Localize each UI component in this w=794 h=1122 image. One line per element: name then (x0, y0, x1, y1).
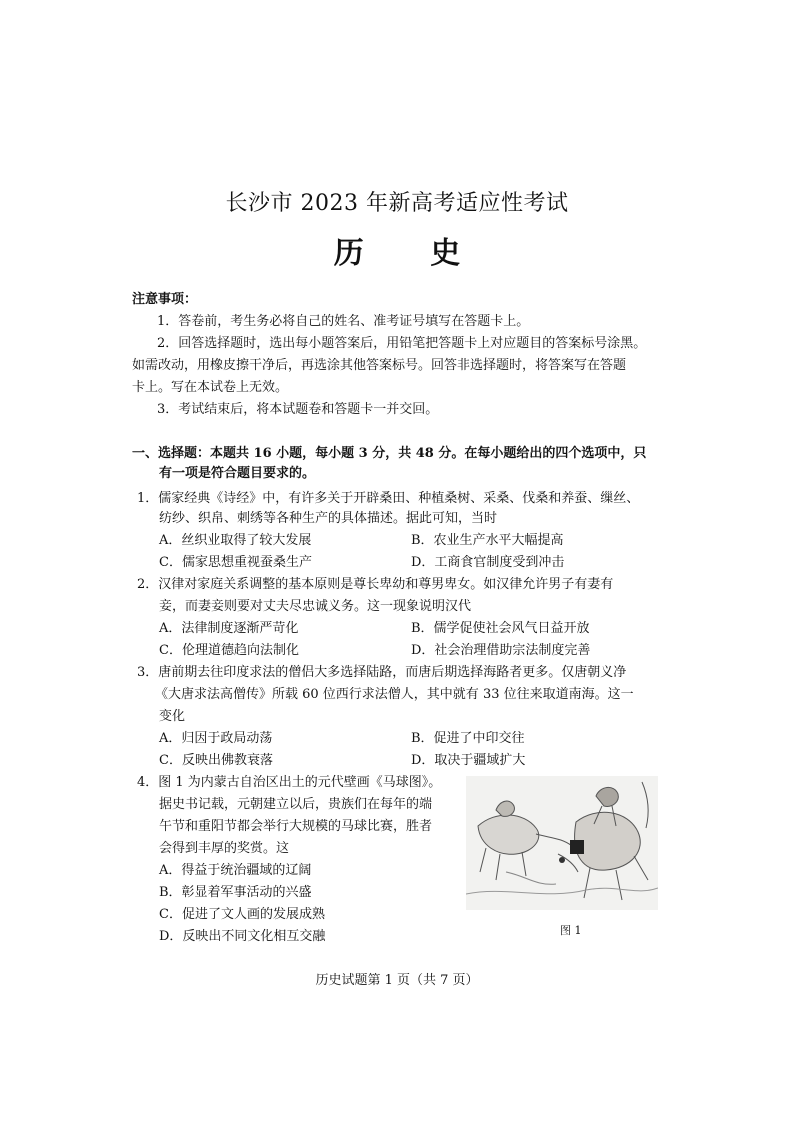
question-4-option-d: D．反映出不同文化相互交融 (159, 929, 326, 944)
question-4-stem: 4．图 1 为内蒙古自治区出土的元代壁画《马球图》。 (137, 775, 442, 790)
question-4-stem: 会得到丰厚的奖赏。这 (159, 841, 290, 856)
question-1-option-b: B．农业生产水平大幅提高 (411, 533, 564, 548)
notice-line: 卡上。写在本试卷上无效。 (132, 380, 289, 395)
question-3-stem: 3．唐前期去往印度求法的僧侣大多选择陆路，而唐后期选择海路者更多。仅唐朝义净 (137, 665, 627, 680)
notice-heading: 注意事项： (132, 292, 198, 307)
question-3-stem: 变化 (159, 709, 186, 724)
section-heading: 一、选择题：本题共 16 小题，每小题 3 分，共 48 分。在每小题给出的四个选项中，只 (132, 446, 647, 461)
exam-title: 长沙市 2023 年新高考适应性考试 (225, 191, 569, 216)
question-2-stem: 2．汉律对家庭关系调整的基本原则是尊长卑幼和尊男卑女。如汉律允许男子有妻有 (137, 577, 614, 592)
question-4-stem: 据史书记载，元朝建立以后，贵族们在每年的端 (159, 797, 433, 812)
question-1-stem: 1．儒家经典《诗经》中，有许多关于开辟桑田、种植桑树、采桑、伐桑和养蚕、缫丝、 (137, 491, 640, 506)
subject-title: 历 史 (333, 236, 489, 271)
question-3-option-c: C．反映出佛教衰落 (159, 753, 273, 768)
question-4-option-c: C．促进了文人画的发展成熟 (159, 907, 325, 922)
question-4-stem: 午节和重阳节都会举行大规模的马球比赛，胜者 (159, 819, 433, 834)
section-heading-cont: 有一项是符合题目要求的。 (159, 466, 316, 481)
notice-line: 2．回答选择题时，选出每小题答案后，用铅笔把答题卡上对应题目的答案标号涂黑。 (157, 336, 647, 351)
question-2-option-d: D．社会治理借助宗法制度完善 (411, 643, 591, 658)
question-4-option-a: A．得益于统治疆域的辽阔 (159, 863, 312, 878)
question-2-option-c: C．伦理道德趋向法制化 (159, 643, 299, 658)
page-footer: 历史试题第 1 页（共 7 页） (315, 973, 479, 988)
notice-line: 3．考试结束后，将本试题卷和答题卡一并交回。 (157, 402, 439, 417)
question-1-option-c: C．儒家思想重视蚕桑生产 (159, 555, 312, 570)
figure-caption: 图 1 (560, 924, 582, 937)
question-2-option-b: B．儒学促使社会风气日益开放 (411, 621, 590, 636)
question-3-option-d: D．取决于疆域扩大 (411, 753, 526, 768)
question-2-stem: 妾，而妻妾则要对丈夫尽忠诚义务。这一现象说明汉代 (159, 599, 472, 614)
question-3-option-b: B．促进了中印交往 (411, 731, 525, 746)
notice-line: 1．答卷前，考生务必将自己的姓名、准考证号填写在答题卡上。 (157, 314, 530, 329)
question-2-option-a: A．法律制度逐渐严苛化 (159, 621, 299, 636)
question-1-stem: 纺纱、织帛、刺绣等各种生产的具体描述。据此可知，当时 (159, 511, 498, 526)
notice-line: 如需改动，用橡皮擦干净后，再选涂其他答案标号。回答非选择题时，将答案写在答题 (132, 358, 627, 373)
polo-mural-image (466, 776, 658, 910)
question-3-stem: 《大唐求法高僧传》所载 60 位西行求法僧人，其中就有 33 位往来取道南海。这一 (155, 687, 634, 702)
question-3-option-a: A．归因于政局动荡 (159, 731, 273, 746)
question-1-option-a: A．丝织业取得了较大发展 (159, 533, 312, 548)
polo-mural-figure (466, 776, 658, 910)
question-1-option-d: D．工商食官制度受到冲击 (411, 555, 565, 570)
question-4-option-b: B．彰显着军事活动的兴盛 (159, 885, 312, 900)
